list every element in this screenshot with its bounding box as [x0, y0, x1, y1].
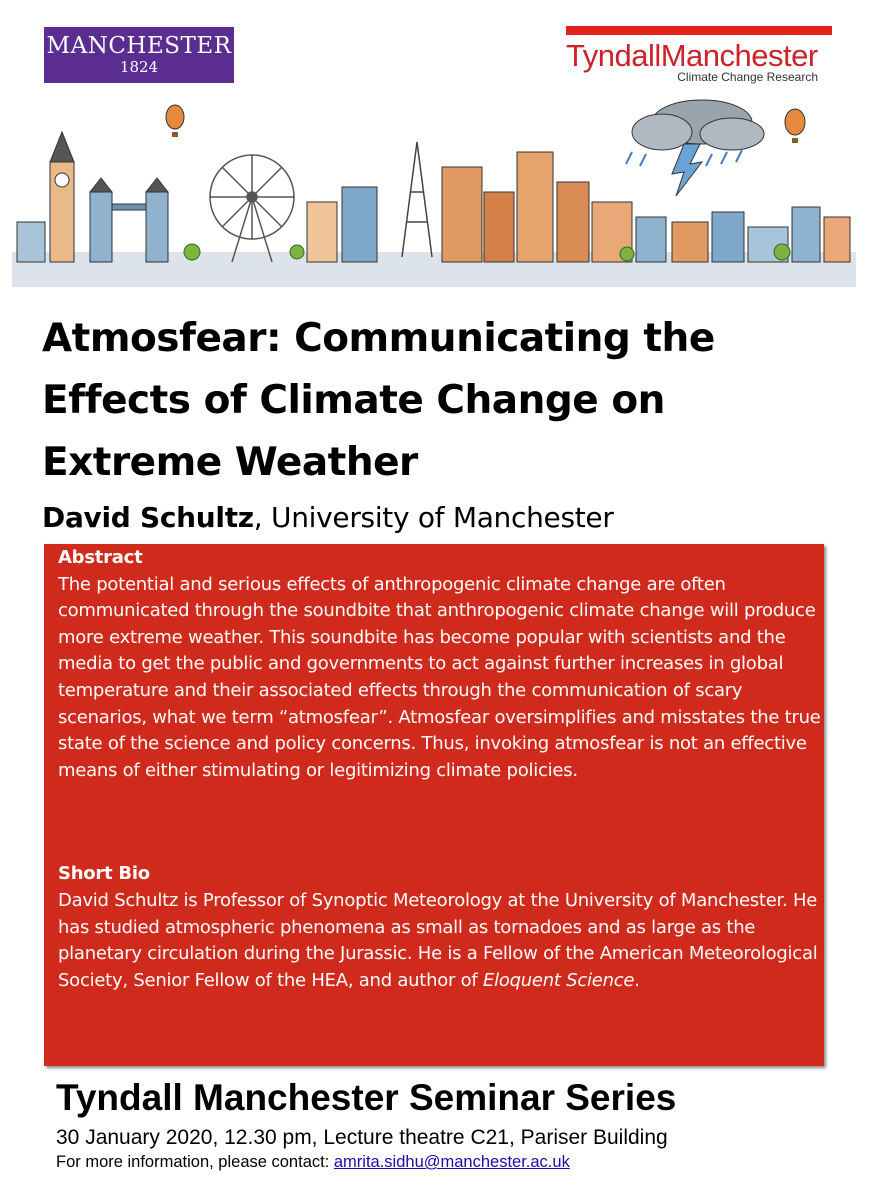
- bio-book-title: Eloquent Science: [482, 969, 635, 991]
- tyndall-manchester-logo: [566, 26, 832, 86]
- tyndall-logo-name: TyndallManchester: [566, 38, 818, 73]
- bio-text-main: David Schultz is Professor of Synoptic Meteorology at the University of Manchester. He has studied atmospheric phenomena as small as tornadoes and as large as the planetary circulation during the Jurassic. He is a Fellow of the American Meteorological Society, Senior Fellow of the HEA, and author of: [58, 889, 818, 991]
- speaker-name: David Schultz: [42, 501, 254, 534]
- abstract-text: The potential and serious effects of anthropogenic climate change are often communicated through the soundbite that anthropogenic climate change will produce more extreme weather. This soundbite has become popular with scientists and the media to get the public and governments to act against further increases in global temperature and their associated effects through the communication of scary scenarios, what we term “atmosfear”. Atmosfear oversimplifies and misstates the true state of the science and policy concerns. Thus, invoking atmosfear is not an effective means of either stimulating or legitimizing climate policies.: [58, 573, 821, 781]
- city-skyline-banner: [12, 92, 856, 287]
- tyndall-logo-bar: [566, 26, 832, 35]
- contact-label: For more information, please contact:: [56, 1153, 334, 1171]
- seminar-series-title: Tyndall Manchester Seminar Series: [56, 1077, 677, 1118]
- seminar-title: Atmosfear: Communicating the Effects of Climate Change on Extreme Weather: [42, 316, 715, 485]
- contact-email-link[interactable]: amrita.sidhu@manchester.ac.uk: [333, 1153, 570, 1171]
- abstract-heading: Abstract: [58, 547, 143, 568]
- abstract-bio-box: [44, 544, 824, 1066]
- uom-logo-name: MANCHESTER: [46, 33, 232, 59]
- bio-heading: Short Bio: [58, 863, 150, 885]
- university-of-manchester-logo: [44, 27, 234, 83]
- bio-text: [58, 888, 824, 994]
- speaker-line: [42, 496, 614, 540]
- contact-line: [56, 1151, 570, 1173]
- uom-logo-year: 1824: [119, 58, 159, 76]
- event-details: 30 January 2020, 12.30 pm, Lecture theatre C21, Pariser Building: [56, 1126, 668, 1149]
- tyndall-logo-subtitle: Climate Change Research: [677, 70, 818, 84]
- bio-text-end: .: [634, 969, 640, 991]
- speaker-affiliation: , University of Manchester: [253, 501, 614, 534]
